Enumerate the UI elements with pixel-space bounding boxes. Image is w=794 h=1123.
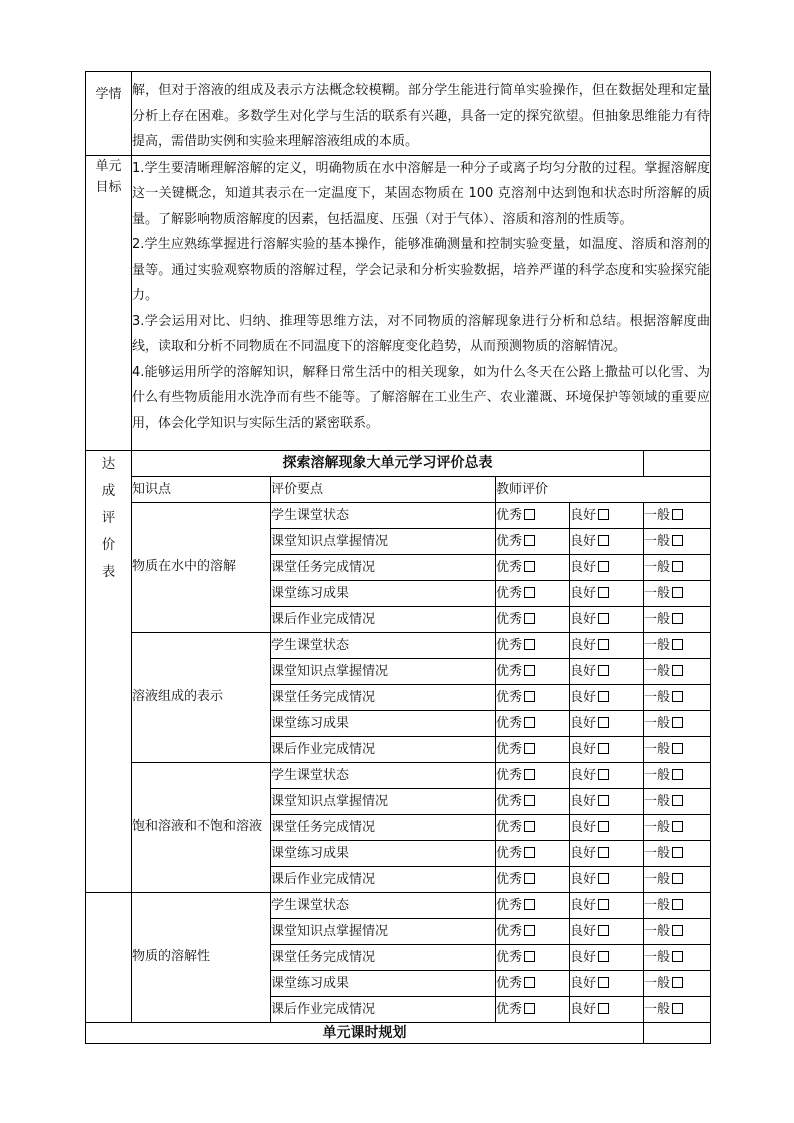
rating-cell — [570, 944, 644, 970]
rating-checkbox[interactable] — [524, 925, 535, 936]
rating-label: 一般 — [644, 689, 671, 705]
rating-cell — [570, 580, 644, 606]
rating-cell — [570, 554, 644, 580]
criteria-cell: 课后作业完成情况 — [271, 606, 496, 632]
rating-label: 良好 — [570, 507, 597, 523]
rating-checkbox[interactable] — [672, 925, 683, 936]
rating-label: 优秀 — [496, 819, 523, 835]
rating-label: 一般 — [644, 767, 671, 783]
criteria-cell: 课堂知识点掌握情况 — [271, 918, 496, 944]
rating-checkbox[interactable] — [598, 717, 609, 728]
rating-cell — [644, 632, 711, 658]
evaluation-title-blank — [644, 450, 711, 476]
rating-label: 一般 — [644, 897, 671, 913]
objective-item: 4.能够运用所学的溶解知识，解释日常生活中的相关现象，如为什么冬天在公路上撒盐可以化雪、为什么有些物质能用水洗净而有些不能等。了解溶解在工业生产、农业灌溉、环境保护等领域的重要应用，体会化学知识与实际生活的紧密联系。 — [132, 364, 710, 431]
rating-label: 良好 — [570, 689, 597, 705]
rating-cell — [496, 606, 570, 632]
header-knowledge-point: 知识点 — [132, 476, 271, 502]
rating-label: 优秀 — [496, 1001, 523, 1017]
rating-checkbox[interactable] — [672, 847, 683, 858]
rating-cell — [496, 944, 570, 970]
rating-cell — [644, 710, 711, 736]
knowledge-point-cell: 饱和溶液和不饱和溶液 — [132, 762, 271, 892]
header-criteria: 评价要点 — [271, 476, 496, 502]
rating-label: 优秀 — [496, 741, 523, 757]
criteria-cell: 课堂任务完成情况 — [271, 554, 496, 580]
rating-checkbox[interactable] — [598, 821, 609, 832]
rating-label: 优秀 — [496, 897, 523, 913]
rating-cell — [644, 996, 711, 1022]
rating-cell — [496, 918, 570, 944]
rating-cell — [644, 892, 711, 918]
rating-cell — [570, 840, 644, 866]
rating-checkbox[interactable] — [524, 665, 535, 676]
evaluation-header-row — [86, 476, 711, 502]
rating-cell — [644, 788, 711, 814]
evaluation-row — [86, 502, 711, 528]
rating-checkbox[interactable] — [524, 873, 535, 884]
criteria-cell: 课堂练习成果 — [271, 840, 496, 866]
rating-cell — [496, 970, 570, 996]
rating-label: 优秀 — [496, 923, 523, 939]
criteria-cell: 学生课堂状态 — [271, 502, 496, 528]
rating-checkbox[interactable] — [524, 899, 535, 910]
rating-checkbox[interactable] — [524, 535, 535, 546]
rating-cell — [570, 762, 644, 788]
rating-cell — [496, 736, 570, 762]
rating-cell — [496, 528, 570, 554]
rating-cell — [644, 736, 711, 762]
rating-label: 良好 — [570, 871, 597, 887]
rating-checkbox[interactable] — [672, 977, 683, 988]
rating-label: 一般 — [644, 819, 671, 835]
rating-label: 一般 — [644, 559, 671, 575]
rating-checkbox[interactable] — [524, 717, 535, 728]
unit-objectives-label-line1: 单元 — [95, 158, 122, 174]
rating-label: 良好 — [570, 949, 597, 965]
criteria-cell: 课堂任务完成情况 — [271, 814, 496, 840]
objective-item: 2.学生应熟练掌握进行溶解实验的基本操作，能够准确测量和控制实验变量，如温度、溶质和溶剂的量等。通过实验观察物质的溶解过程，学会记录和分析实验数据，培养严谨的科学态度和实验探究能力。 — [132, 237, 710, 303]
unit-objectives-text — [132, 155, 711, 450]
rating-cell — [496, 762, 570, 788]
side-label-char: 达 — [101, 455, 116, 472]
criteria-cell: 课后作业完成情况 — [271, 736, 496, 762]
rating-cell — [644, 658, 711, 684]
side-label-char: 成 — [101, 482, 116, 499]
rating-label: 一般 — [644, 1001, 671, 1017]
learner-analysis-text: 解，但对于溶液的组成及表示方法概念较模糊。部分学生能进行简单实验操作，但在数据处理和定量分析上存在困难。多数学生对化学与生活的联系有兴趣，具备一定的探究欲望。但抽象思维能力有待提高，需借助实例和实验来理解溶液组成的本质。 — [132, 72, 711, 156]
unit-objectives-label — [86, 155, 132, 450]
learner-analysis-label: 学情 — [86, 72, 132, 156]
rating-checkbox[interactable] — [672, 613, 683, 624]
rating-label: 一般 — [644, 533, 671, 549]
rating-label: 良好 — [570, 767, 597, 783]
rating-checkbox[interactable] — [524, 847, 535, 858]
rating-label: 一般 — [644, 637, 671, 653]
rating-cell — [496, 684, 570, 710]
rating-checkbox[interactable] — [672, 535, 683, 546]
rating-label: 优秀 — [496, 975, 523, 991]
rating-label: 优秀 — [496, 585, 523, 601]
rating-checkbox[interactable] — [598, 587, 609, 598]
rating-cell — [644, 918, 711, 944]
evaluation-row — [86, 632, 711, 658]
rating-cell — [496, 632, 570, 658]
rating-cell — [570, 684, 644, 710]
rating-label: 一般 — [644, 715, 671, 731]
rating-label: 一般 — [644, 845, 671, 861]
evaluation-row — [86, 892, 711, 918]
rating-label: 良好 — [570, 715, 597, 731]
unit-schedule-blank — [644, 1022, 711, 1043]
rating-checkbox[interactable] — [672, 951, 683, 962]
side-label-blank — [86, 892, 132, 1022]
rating-label: 一般 — [644, 507, 671, 523]
rating-label: 一般 — [644, 793, 671, 809]
rating-cell — [570, 918, 644, 944]
rating-checkbox[interactable] — [672, 821, 683, 832]
rating-checkbox[interactable] — [598, 509, 609, 520]
rating-checkbox[interactable] — [524, 821, 535, 832]
unit-objectives-label-line2: 目标 — [95, 179, 122, 195]
rating-label: 良好 — [570, 663, 597, 679]
rating-label: 良好 — [570, 1001, 597, 1017]
rating-checkbox[interactable] — [672, 899, 683, 910]
rating-checkbox[interactable] — [598, 1003, 609, 1014]
rating-checkbox[interactable] — [672, 509, 683, 520]
rating-cell — [570, 658, 644, 684]
rating-checkbox[interactable] — [672, 665, 683, 676]
rating-cell — [496, 580, 570, 606]
rating-label: 良好 — [570, 637, 597, 653]
knowledge-point-cell: 溶液组成的表示 — [132, 632, 271, 762]
rating-label: 优秀 — [496, 767, 523, 783]
rating-label: 优秀 — [496, 637, 523, 653]
rating-checkbox[interactable] — [672, 743, 683, 754]
evaluation-side-label — [86, 450, 132, 892]
criteria-cell: 课堂任务完成情况 — [271, 684, 496, 710]
rating-checkbox[interactable] — [524, 795, 535, 806]
objective-item: 3.学会运用对比、归纳、推理等思维方法，对不同物质的溶解现象进行分析和总结。根据溶解度曲线，读取和分析不同物质在不同温度下的溶解度变化趋势，从而预测物质的溶解情况。 — [132, 313, 710, 354]
rating-cell — [570, 606, 644, 632]
rating-checkbox[interactable] — [598, 847, 609, 858]
rating-checkbox[interactable] — [598, 795, 609, 806]
rating-label: 良好 — [570, 923, 597, 939]
rating-cell — [644, 840, 711, 866]
rating-checkbox[interactable] — [524, 977, 535, 988]
rating-label: 良好 — [570, 585, 597, 601]
rating-checkbox[interactable] — [598, 899, 609, 910]
rating-label: 优秀 — [496, 949, 523, 965]
rating-checkbox[interactable] — [598, 639, 609, 650]
rating-checkbox[interactable] — [672, 587, 683, 598]
rating-cell — [496, 866, 570, 892]
learner-analysis-row — [86, 72, 711, 156]
rating-cell — [570, 528, 644, 554]
knowledge-point-cell: 物质在水中的溶解 — [132, 502, 271, 632]
rating-cell — [496, 710, 570, 736]
criteria-cell: 课堂知识点掌握情况 — [271, 788, 496, 814]
criteria-cell: 课堂知识点掌握情况 — [271, 528, 496, 554]
evaluation-title-row — [86, 450, 711, 476]
rating-cell — [644, 684, 711, 710]
rating-label: 良好 — [570, 611, 597, 627]
rating-cell — [570, 710, 644, 736]
rating-label: 一般 — [644, 949, 671, 965]
rating-cell — [644, 580, 711, 606]
rating-checkbox[interactable] — [524, 951, 535, 962]
rating-label: 优秀 — [496, 559, 523, 575]
rating-label: 一般 — [644, 975, 671, 991]
rating-checkbox[interactable] — [598, 535, 609, 546]
rating-cell — [644, 554, 711, 580]
rating-cell — [644, 944, 711, 970]
rating-checkbox[interactable] — [524, 561, 535, 572]
rating-label: 优秀 — [496, 793, 523, 809]
rating-cell — [496, 554, 570, 580]
rating-checkbox[interactable] — [598, 769, 609, 780]
criteria-cell: 课堂知识点掌握情况 — [271, 658, 496, 684]
rating-cell — [570, 632, 644, 658]
rating-label: 优秀 — [496, 845, 523, 861]
rating-label: 良好 — [570, 845, 597, 861]
rating-cell — [496, 658, 570, 684]
rating-label: 一般 — [644, 741, 671, 757]
rating-checkbox[interactable] — [672, 795, 683, 806]
criteria-cell: 课堂练习成果 — [271, 710, 496, 736]
rating-cell — [496, 814, 570, 840]
rating-cell — [644, 866, 711, 892]
rating-label: 优秀 — [496, 533, 523, 549]
criteria-cell: 课后作业完成情况 — [271, 866, 496, 892]
rating-label: 优秀 — [496, 507, 523, 523]
criteria-cell: 学生课堂状态 — [271, 762, 496, 788]
rating-cell — [644, 970, 711, 996]
rating-checkbox[interactable] — [672, 639, 683, 650]
rating-label: 良好 — [570, 559, 597, 575]
unit-objectives-row — [86, 155, 711, 450]
rating-cell — [570, 788, 644, 814]
rating-checkbox[interactable] — [524, 639, 535, 650]
rating-cell — [644, 606, 711, 632]
rating-label: 良好 — [570, 793, 597, 809]
rating-checkbox[interactable] — [672, 717, 683, 728]
rating-cell — [644, 762, 711, 788]
side-label-char: 评 — [101, 509, 116, 526]
rating-label: 一般 — [644, 663, 671, 679]
rating-checkbox[interactable] — [598, 743, 609, 754]
objective-item: 1.学生要清晰理解溶解的定义，明确物质在水中溶解是一种分子或离子均匀分散的过程。掌握溶解度这一关键概念，知道其表示在一定温度下，某固态物质在 100 克溶剂中达到饱和状态时所溶解的质量。了解影响物质溶解度的因素，包括温度、压强（对于气体）、溶质和溶剂的性质等。 — [132, 160, 710, 227]
rating-cell — [570, 892, 644, 918]
side-label-char: 价 — [101, 536, 116, 553]
rating-checkbox[interactable] — [524, 743, 535, 754]
rating-cell — [644, 814, 711, 840]
rating-cell — [496, 840, 570, 866]
rating-label: 优秀 — [496, 611, 523, 627]
criteria-cell: 学生课堂状态 — [271, 632, 496, 658]
rating-label: 良好 — [570, 819, 597, 835]
rating-label: 优秀 — [496, 689, 523, 705]
rating-cell — [496, 502, 570, 528]
rating-cell — [496, 996, 570, 1022]
lesson-plan-table — [85, 71, 711, 1044]
rating-checkbox[interactable] — [598, 691, 609, 702]
rating-label: 一般 — [644, 923, 671, 939]
criteria-cell: 学生课堂状态 — [271, 892, 496, 918]
rating-cell — [570, 502, 644, 528]
rating-label: 一般 — [644, 611, 671, 627]
rating-cell — [570, 996, 644, 1022]
rating-checkbox[interactable] — [672, 873, 683, 884]
rating-checkbox[interactable] — [598, 665, 609, 676]
rating-label: 一般 — [644, 585, 671, 601]
rating-checkbox[interactable] — [672, 691, 683, 702]
evaluation-table-title: 探索溶解现象大单元学习评价总表 — [132, 450, 644, 476]
rating-cell — [496, 892, 570, 918]
rating-cell — [570, 970, 644, 996]
rating-label: 良好 — [570, 975, 597, 991]
rating-checkbox[interactable] — [524, 587, 535, 598]
rating-checkbox[interactable] — [598, 951, 609, 962]
knowledge-point-cell: 物质的溶解性 — [132, 892, 271, 1022]
rating-checkbox[interactable] — [598, 873, 609, 884]
rating-checkbox[interactable] — [598, 561, 609, 572]
rating-label: 一般 — [644, 871, 671, 887]
rating-checkbox[interactable] — [524, 691, 535, 702]
rating-cell — [644, 528, 711, 554]
unit-schedule-row — [86, 1022, 711, 1043]
rating-checkbox[interactable] — [598, 977, 609, 988]
rating-cell — [570, 814, 644, 840]
evaluation-row — [86, 762, 711, 788]
rating-checkbox[interactable] — [672, 1003, 683, 1014]
rating-label: 优秀 — [496, 871, 523, 887]
rating-checkbox[interactable] — [598, 613, 609, 624]
rating-checkbox[interactable] — [672, 561, 683, 572]
rating-checkbox[interactable] — [672, 769, 683, 780]
rating-cell — [644, 502, 711, 528]
rating-label: 优秀 — [496, 663, 523, 679]
rating-checkbox[interactable] — [598, 925, 609, 936]
rating-checkbox[interactable] — [524, 1003, 535, 1014]
rating-cell — [570, 736, 644, 762]
side-label-char: 表 — [101, 563, 116, 580]
rating-checkbox[interactable] — [524, 769, 535, 780]
criteria-cell: 课堂任务完成情况 — [271, 944, 496, 970]
rating-label: 良好 — [570, 533, 597, 549]
rating-checkbox[interactable] — [524, 613, 535, 624]
criteria-cell: 课堂练习成果 — [271, 580, 496, 606]
rating-label: 良好 — [570, 741, 597, 757]
criteria-cell: 课后作业完成情况 — [271, 996, 496, 1022]
rating-cell — [570, 866, 644, 892]
criteria-cell: 课堂练习成果 — [271, 970, 496, 996]
rating-cell — [496, 788, 570, 814]
unit-schedule-title: 单元课时规划 — [86, 1022, 644, 1043]
rating-label: 优秀 — [496, 715, 523, 731]
header-teacher-eval: 教师评价 — [496, 476, 711, 502]
rating-checkbox[interactable] — [524, 509, 535, 520]
rating-label: 良好 — [570, 897, 597, 913]
